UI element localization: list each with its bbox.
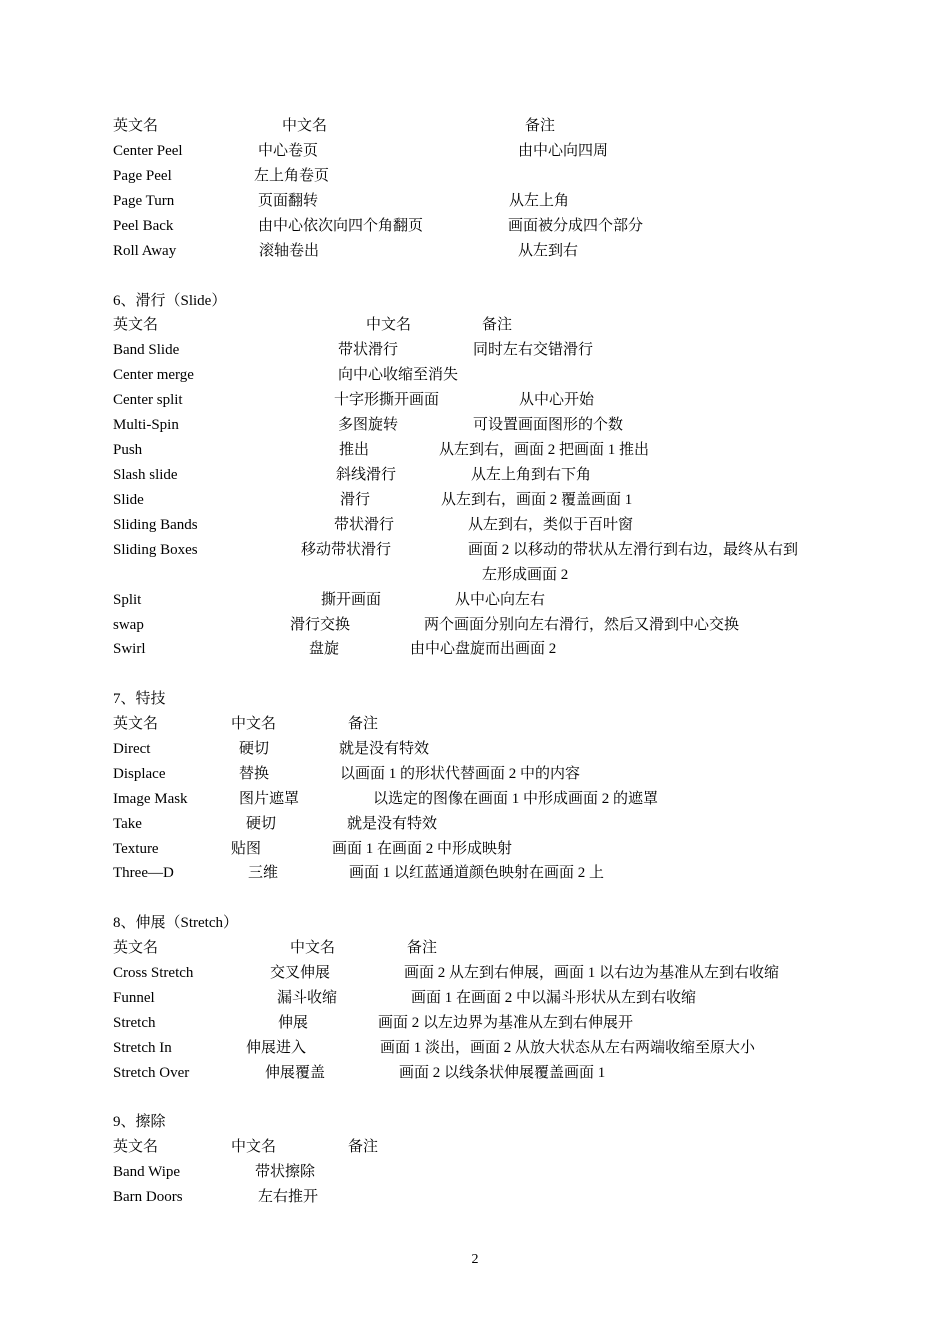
section-heading: 7、特技 [113, 691, 166, 707]
english-name: Page Turn [113, 193, 175, 209]
chinese-name: 中心卷页 [258, 143, 319, 159]
table-row [0, 1011, 950, 1035]
table-row-continuation [0, 563, 950, 587]
chinese-name: 向中心收缩至消失 [338, 367, 459, 383]
section-heading: 6、滑行（Slide） [113, 293, 227, 309]
english-name: Cross Stretch [113, 965, 194, 981]
english-name: Stretch Over [113, 1065, 190, 1081]
header-notes: 备注 [407, 940, 438, 956]
section-heading: 8、伸展（Stretch） [113, 915, 238, 931]
chinese-name: 伸展 [278, 1015, 309, 1031]
english-name: Sliding Bands [113, 517, 198, 533]
table-row [0, 837, 950, 861]
english-name: Displace [113, 766, 166, 782]
table-header [0, 114, 950, 138]
note: 可设置画面图形的个数 [473, 417, 624, 433]
section-title [0, 687, 950, 711]
table-row [0, 388, 950, 412]
english-name: Page Peel [113, 168, 172, 184]
english-name: Three—D [113, 865, 174, 881]
chinese-name: 多图旋转 [338, 417, 399, 433]
english-name: Band Wipe [113, 1164, 181, 1180]
chinese-name: 左右推开 [258, 1189, 319, 1205]
header-notes: 备注 [482, 317, 513, 333]
table-row [0, 588, 950, 612]
chinese-name: 左上角卷页 [254, 168, 330, 184]
table-header [0, 1135, 950, 1159]
english-name: Take [113, 816, 142, 832]
table-row [0, 812, 950, 836]
table-row [0, 613, 950, 637]
table-header [0, 313, 950, 337]
table-row [0, 139, 950, 163]
table-row [0, 463, 950, 487]
chinese-name: 十字形撕开画面 [334, 392, 440, 408]
english-name: Funnel [113, 990, 155, 1006]
table-row [0, 189, 950, 213]
table-row [0, 1036, 950, 1060]
note: 从左到右，画面 2 覆盖画面 1 [441, 492, 633, 508]
chinese-name: 移动带状滑行 [301, 542, 392, 558]
english-name: Stretch In [113, 1040, 172, 1056]
note: 画面 1 淡出，画面 2 从放大状态从左右两端收缩至原大小 [380, 1040, 756, 1056]
english-name: Center split [113, 392, 183, 408]
header-english: 英文名 [113, 716, 159, 732]
header-english: 英文名 [113, 317, 159, 333]
table-row [0, 986, 950, 1010]
chinese-name: 斜线滑行 [336, 467, 397, 483]
note: 两个画面分别向左右滑行，然后又滑到中心交换 [424, 617, 740, 633]
note: 就是没有特效 [347, 816, 438, 832]
note: 从左到右 [518, 243, 579, 259]
english-name: Band Slide [113, 342, 180, 358]
english-name: Multi-Spin [113, 417, 179, 433]
table-row [0, 438, 950, 462]
header-chinese: 中文名 [366, 317, 412, 333]
chinese-name: 硬切 [246, 816, 277, 832]
chinese-name: 盘旋 [309, 641, 340, 657]
english-name: Center Peel [113, 143, 183, 159]
note: 画面 1 在画面 2 中形成映射 [332, 841, 513, 857]
table-row [0, 488, 950, 512]
header-chinese: 中文名 [231, 716, 277, 732]
table-header [0, 936, 950, 960]
note-continuation: 左形成画面 2 [482, 567, 569, 583]
table-row [0, 413, 950, 437]
note: 从左上角到右下角 [471, 467, 592, 483]
english-name: Image Mask [113, 791, 188, 807]
note: 画面 2 从左到右伸展，画面 1 以右边为基准从左到右收缩 [404, 965, 780, 981]
chinese-name: 滑行 [340, 492, 371, 508]
table-row [0, 861, 950, 885]
note: 画面 2 以线条状伸展覆盖画面 1 [399, 1065, 606, 1081]
english-name: Push [113, 442, 143, 458]
table-row [0, 1160, 950, 1184]
chinese-name: 滑行交换 [290, 617, 351, 633]
chinese-name: 交叉伸展 [270, 965, 331, 981]
note: 从中心向左右 [455, 592, 546, 608]
note: 同时左右交错滑行 [473, 342, 594, 358]
table-header [0, 712, 950, 736]
note: 以选定的图像在画面 1 中形成画面 2 的遮罩 [373, 791, 659, 807]
table-row [0, 737, 950, 761]
chinese-name: 带状滑行 [334, 517, 395, 533]
chinese-name: 伸展进入 [246, 1040, 307, 1056]
chinese-name: 替换 [239, 766, 270, 782]
english-name: Texture [113, 841, 159, 857]
note: 由中心盘旋而出画面 2 [410, 641, 557, 657]
note: 画面 2 以左边界为基准从左到右伸展开 [378, 1015, 634, 1031]
table-row [0, 762, 950, 786]
english-name: Barn Doors [113, 1189, 183, 1205]
note: 就是没有特效 [339, 741, 430, 757]
chinese-name: 伸展覆盖 [265, 1065, 326, 1081]
english-name: Swirl [113, 641, 146, 657]
table-row [0, 164, 950, 188]
note: 以画面 1 的形状代替画面 2 中的内容 [340, 766, 581, 782]
page-number: 2 [471, 1252, 479, 1267]
english-name: Slash slide [113, 467, 178, 483]
table-row [0, 239, 950, 263]
table-row [0, 1185, 950, 1209]
chinese-name: 带状擦除 [255, 1164, 316, 1180]
header-chinese: 中文名 [282, 118, 328, 134]
chinese-name: 三维 [248, 865, 279, 881]
table-row [0, 513, 950, 537]
header-english: 英文名 [113, 1139, 159, 1155]
chinese-name: 漏斗收缩 [277, 990, 338, 1006]
header-english: 英文名 [113, 118, 159, 134]
note: 画面被分成四个部分 [508, 218, 644, 234]
section-heading: 9、擦除 [113, 1114, 166, 1130]
header-english: 英文名 [113, 940, 159, 956]
section-title [0, 1110, 950, 1134]
chinese-name: 硬切 [239, 741, 270, 757]
english-name: Slide [113, 492, 144, 508]
note: 从中心开始 [519, 392, 595, 408]
note: 画面 1 在画面 2 中以漏斗形状从左到右收缩 [411, 990, 697, 1006]
english-name: Split [113, 592, 142, 608]
table-row [0, 1061, 950, 1085]
chinese-name: 页面翻转 [258, 193, 319, 209]
note: 画面 2 以移动的带状从左滑行到右边，最终从右到 [468, 542, 799, 558]
english-name: Peel Back [113, 218, 174, 234]
english-name: Direct [113, 741, 151, 757]
header-notes: 备注 [525, 118, 556, 134]
english-name: Sliding Boxes [113, 542, 198, 558]
chinese-name: 撕开画面 [321, 592, 382, 608]
header-chinese: 中文名 [231, 1139, 277, 1155]
note: 从左到右，类似于百叶窗 [468, 517, 634, 533]
chinese-name: 推出 [339, 442, 370, 458]
table-row [0, 363, 950, 387]
english-name: Roll Away [113, 243, 177, 259]
header-chinese: 中文名 [290, 940, 336, 956]
chinese-name: 贴图 [231, 841, 262, 857]
table-row [0, 538, 950, 562]
header-notes: 备注 [348, 1139, 379, 1155]
chinese-name: 带状滑行 [338, 342, 399, 358]
section-title [0, 911, 950, 935]
table-row [0, 961, 950, 985]
english-name: swap [113, 617, 144, 633]
chinese-name: 滚轴卷出 [259, 243, 320, 259]
table-row [0, 637, 950, 661]
note: 从左到右，画面 2 把画面 1 推出 [439, 442, 650, 458]
section-title [0, 289, 950, 313]
table-row [0, 787, 950, 811]
note: 从左上角 [509, 193, 570, 209]
note: 画面 1 以红蓝通道颜色映射在画面 2 上 [349, 865, 605, 881]
chinese-name: 由中心依次向四个角翻页 [258, 218, 424, 234]
chinese-name: 图片遮罩 [239, 791, 300, 807]
table-row [0, 338, 950, 362]
english-name: Center merge [113, 367, 194, 383]
header-notes: 备注 [348, 716, 379, 732]
note: 由中心向四周 [518, 143, 609, 159]
table-row [0, 214, 950, 238]
english-name: Stretch [113, 1015, 156, 1031]
